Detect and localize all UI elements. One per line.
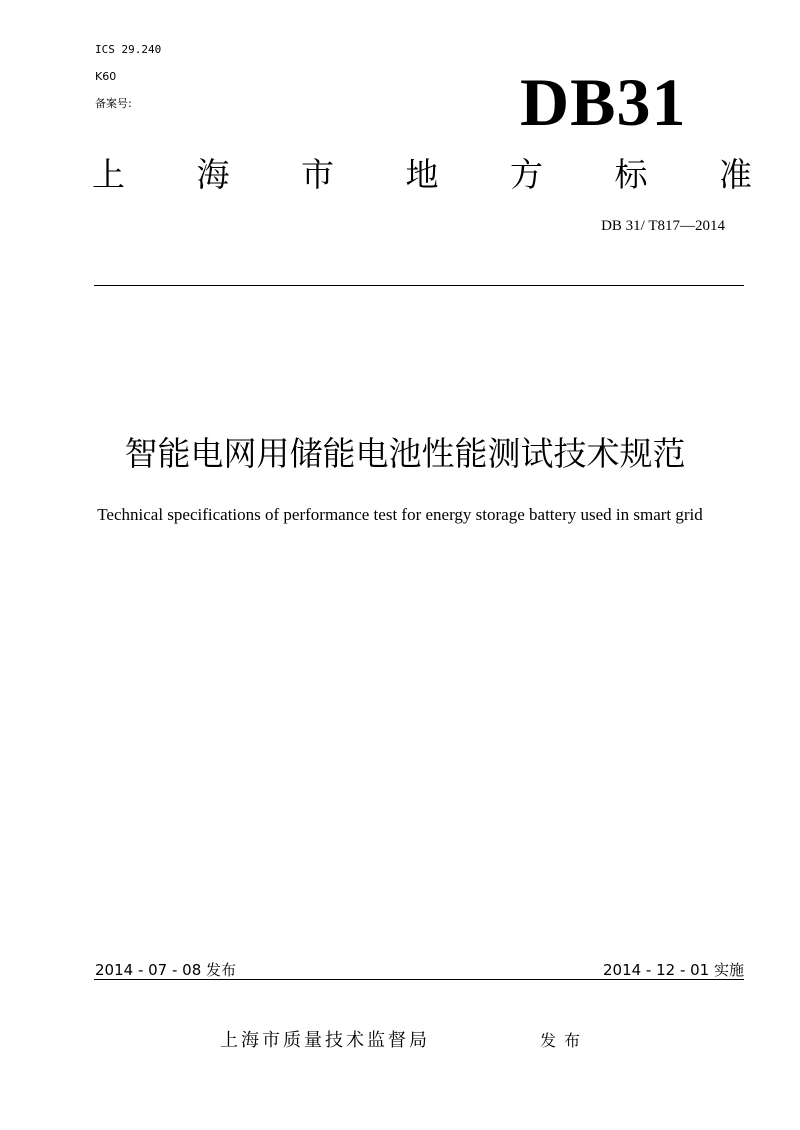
- date-divider: [94, 979, 744, 980]
- document-title-en: Technical specifications of performance test for energy storage battery used in smart grid: [97, 505, 703, 524]
- ccs-code: K60: [95, 70, 117, 83]
- document-title-cn: 智能电网用储能电池性能测试技术规范: [124, 434, 686, 473]
- publish-label: 发布: [540, 1031, 589, 1050]
- standard-type-char: 上: [92, 155, 125, 194]
- ics-code: ICS 29.240: [95, 43, 162, 56]
- standard-type-char: 方: [510, 155, 543, 194]
- standard-number: DB 31/ T817—2014: [601, 218, 725, 234]
- record-number-label: 备案号:: [95, 97, 132, 110]
- standard-type-char: 标: [614, 155, 648, 194]
- issuing-authority: 上海市质量技术监督局: [220, 1030, 430, 1051]
- standard-logo: DB31: [520, 64, 687, 140]
- standard-type-char: 准: [719, 155, 752, 194]
- standard-type-char: 地: [405, 155, 439, 194]
- standard-type-char: 市: [301, 155, 334, 194]
- standard-type-title: [92, 153, 752, 197]
- header-divider: [94, 285, 744, 286]
- implementation-date: 2014 - 12 - 01 实施: [602, 961, 744, 979]
- issue-date: 2014 - 07 - 08 发布: [95, 961, 237, 979]
- standard-type-char: 海: [196, 155, 230, 194]
